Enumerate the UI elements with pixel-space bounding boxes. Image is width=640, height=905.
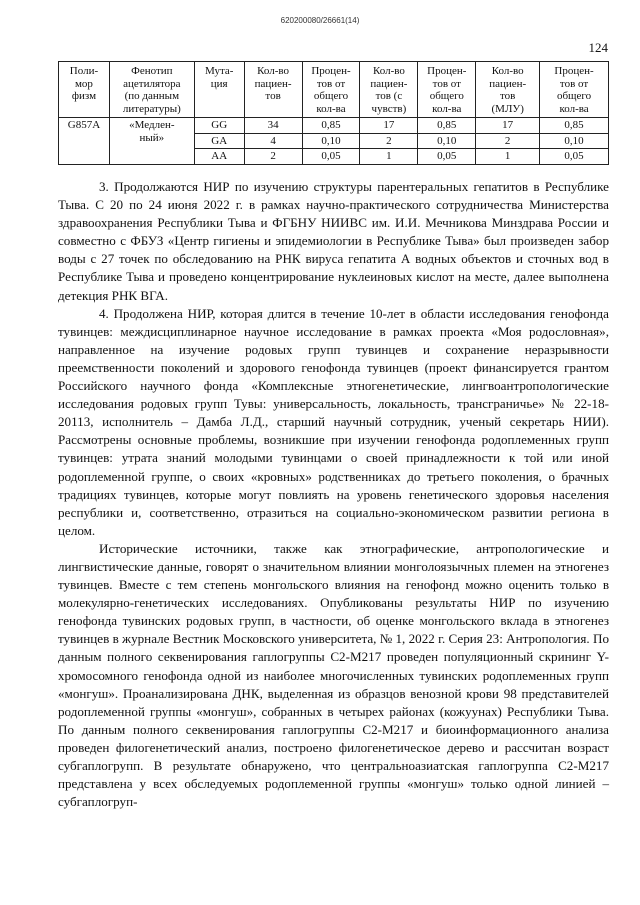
cell-phenotype: «Медлен- ный» [109, 118, 194, 165]
results-table [58, 61, 609, 165]
table-cell: 2 [360, 133, 418, 149]
table-cell: 34 [244, 118, 302, 134]
table-cell: 0,10 [418, 133, 476, 149]
header-phenotype: Фенотип ацетилятора (по данным литературы) [109, 62, 194, 118]
table-cell: 2 [244, 149, 302, 165]
cell-polymorphism: G857A [59, 118, 110, 165]
table-cell: AA [194, 149, 244, 165]
table-cell: 17 [476, 118, 540, 134]
table-row [59, 118, 609, 134]
table-cell: GA [194, 133, 244, 149]
table-cell: 0,10 [540, 133, 609, 149]
table-cell: 0,05 [418, 149, 476, 165]
header-mutation: Мута- ция [194, 62, 244, 118]
header-patient-count-mdr: Кол-во пациен- тов (МЛУ) [476, 62, 540, 118]
table-cell: 17 [360, 118, 418, 134]
paragraph-hepatitis-research: 3. Продолжаются НИР по изучению структуры парентеральных гепатитов в Республике Тыва. С 20 по 24 июня 2022 г. в рамках научно-практического сотрудничества Министерства здравоохранения Республики Тыва и ФГБНУ НИИВС им. И.И. Мечникова Минздрава России и совместно с ФБУЗ «Центр гигиены и эпидемиологии в Республике Тыва» был произведен забор воды с 27 точек по обследованию на РНК вируса гепатита А водных объектов и сточных вод в Республике Тыва и проведено концентрирование нуклеиновых кислот на месте, далее выполнена детекция РНК ВГА. [58, 179, 609, 303]
header-percent-mdr: Процен- тов от общего кол-ва [540, 62, 609, 118]
header-patient-count: Кол-во пациен- тов [244, 62, 302, 118]
page-number: 124 [588, 40, 608, 55]
table-cell: 0,85 [302, 118, 360, 134]
table-header-row [59, 62, 609, 118]
header-percent-sensitive: Процен- тов от общего кол-ва [418, 62, 476, 118]
table-cell: 0,85 [540, 118, 609, 134]
table-cell: 1 [360, 149, 418, 165]
header-percent: Процен- тов от общего кол-ва [302, 62, 360, 118]
table-cell: 4 [244, 133, 302, 149]
table-cell: 0,05 [540, 149, 609, 165]
paragraph-genofond-research: 4. Продолжена НИР, которая длится в течение 10-лет в области исследования генофонда тувинцев: междисциплинарное научное исследование в рамках проекта «Моя родословная», направленное на изучение родовых групп тувинцев и сохранение неразрывности преемственности поколений и здорового генофонда тувинцев (проект финансируется грантом Российского научного фонда «Комплексные этногенетические, лингвоантропологические исследования родовых групп Тувы: универсальность, локальность, трансграничье» № 22-18-20113, исполнитель – Дамба Л.Д., старший научный сотрудник, ученый секретарь НИИ). Рассмотрены основные проблемы, возникшие при изучении генофонда родоплеменных групп тувинцев: утрата знаний молодыми тувинцами о своей принадлежности к той или иной родоплеменной группе, о своих «кровных» родственниках до третьего поколения, о брачных традициях тувинцев, которые могут повлиять на уровень генетического здоровья населения республики и, соответственно, отразиться на социально-экономическом развитии региона в целом. [58, 305, 609, 538]
paragraph-historical-sources: Исторические источники, также как этнографические, антропологические и лингвистические данные, говорят о значительном влиянии монголоязычных племен на этногенез тувинцев. Вместе с тем степень монгольского влияния на генофонд можно оценить только в молекулярно-генетических исследованиях. Опубликованы результаты НИР по изучению генофонда тувинских родовых групп, в частности, об оценке монгольского вклада в этногенез тувинцев в журнале Вестник Московского университета, № 1, 2022 г. Серия 23: Антропология. По данным полного секвенирования гаплогруппы С2-М217 проведен популяционный скрининг Y-хромосомного генофонда одной из наиболее многочисленных тувинских родоплеменных групп «монгуш». Проанализирована ДНК, выделенная из образцов венозной крови 98 представителей родоплеменной группы «монгуш», собранных в четырех районах (кожуунах) Республики Тыва. По данным полного секвенирования гаплогруппы С2-М217 и биоинформационного анализа проведен филогенетический анализ, построено филогенетическое дерево и рассчитан возраст субгаплогрупп. В результате обнаружено, что центральноазиатская гаплогруппа С2-М217 представлена у всех обследуемых родоплеменной группы «монгуш» только одной линией – субгаплогруп- [58, 540, 609, 810]
table-cell: 0,10 [302, 133, 360, 149]
table-cell: GG [194, 118, 244, 134]
table-cell: 0,85 [418, 118, 476, 134]
table-cell: 0,05 [302, 149, 360, 165]
body-text [58, 178, 609, 811]
header-patient-count-sensitive: Кол-во пациен- тов (с чувств) [360, 62, 418, 118]
document-id: 620200080/26661(14) [280, 16, 360, 25]
table-cell: 1 [476, 149, 540, 165]
header-polymorphism: Поли- мор физм [59, 62, 110, 118]
table-cell: 2 [476, 133, 540, 149]
